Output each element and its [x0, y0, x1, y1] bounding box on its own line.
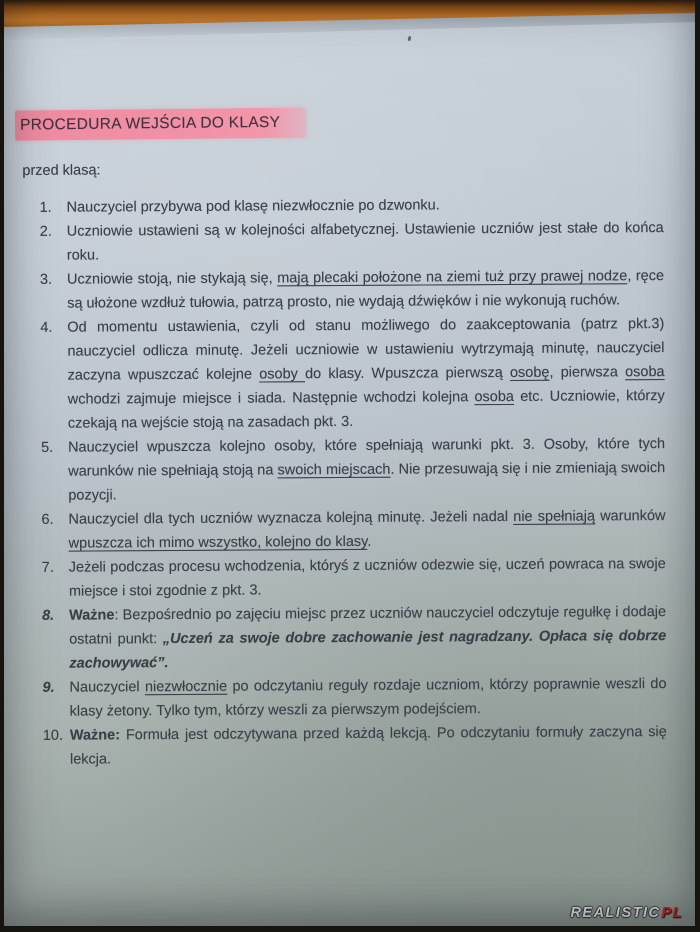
item-text: Ważne: Bezpośrednio po zajęciu miejsc przez uczniów nauczyciel odczytuje regułkę i dodaje ostatni punkt: „Uczeń za swoje dobre zachowanie jest nagradzany. Opłaca się dobrze zachowywać”. [69, 604, 667, 672]
wood-table-edge [4, 0, 695, 34]
item-number: 2. [39, 223, 52, 240]
item-text: Jeżeli podczas procesu wchodzenia, któryś z uczniów odezwie się, uczeń powraca na swoje miejsce i stoi zgodnie z pkt. 3. [68, 556, 666, 600]
page-title: PROCEDURA WEJŚCIA DO KLASY [15, 108, 306, 141]
list-item [40, 216, 664, 268]
paper-photo [4, 0, 695, 926]
item-number: 5. [40, 439, 54, 456]
item-text: Uczniowie stoją, nie stykają się, mają plecaki położone na ziemi tuż przy prawej nodze, ręce są ułożone wzdłuż tułowia, patrzą prosto, nie wydają dźwięków i nie wykonują ruchów. [66, 268, 665, 312]
procedure-list [40, 192, 668, 772]
item-text: Nauczyciel dla tych uczniów wyznacza kolejną minutę. Jeżeli nadal nie spełniają warunków wpuszcza ich mimo wszystko, kolejno do klasy. [68, 508, 666, 552]
item-number: 3. [39, 271, 53, 288]
watermark-brand: REALISTIC [570, 905, 661, 921]
list-item [43, 720, 667, 772]
list-item [40, 264, 664, 316]
item-number: 9. [42, 679, 55, 696]
item-text: Od momentu ustawienia, czyli od stanu możliwego do zaakceptowania (patrz pkt.3) nauczyciel odlicza minutę. Jeżeli uczniowie w ustawieniu wytrzymają minutę, nauczyciel zaczyna wpuszczać kolejne osoby do klasy. Wpuszcza pierwszą osobę, pierwsza osoba wchodzi zajmuje miejsce i siada. Następnie wchodzi kolejna osoba etc. Uczniowie, którzy czekają na wejście stoją na zasadach pkt. 3. [67, 316, 665, 432]
item-text: Uczniowie ustawieni są w kolejności alfabetycznej. Ustawienie uczniów jest stałe do końca roku. [66, 220, 664, 264]
watermark [570, 905, 683, 921]
intro-text: przed klasą: [22, 162, 101, 179]
item-number: 6. [41, 511, 54, 528]
list-item [41, 504, 665, 556]
item-text: Ważne: Formuła jest odczytywana przed każdą lekcją. Po odczytaniu formuły zaczyna się lekcja. [69, 724, 667, 768]
item-text: Nauczyciel niezwłocznie po odczytaniu reguły rozdaje uczniom, którzy poprawnie weszli do klasy żetony. Tylko tym, którzy weszli za pierwszym podejściem. [69, 676, 667, 720]
list-item [41, 432, 665, 508]
item-number: 10. [42, 727, 64, 744]
item-number: 8. [42, 607, 55, 624]
item-text: Nauczyciel wpuszcza kolejno osoby, które spełniają warunki pkt. 3. Osoby, które tych warunków nie spełniają stoją na swoich miejscach. Nie przesuwają się i nie zmieniają swoich pozycji. [67, 436, 666, 504]
watermark-suffix: PL [661, 905, 683, 921]
list-item [40, 312, 665, 436]
list-item [42, 552, 666, 604]
item-text: Nauczyciel przybywa pod klasę niezwłocznie po dzwonku. [66, 197, 440, 216]
item-number: 7. [41, 559, 54, 576]
item-number: 1. [39, 199, 52, 216]
document [15, 106, 667, 772]
list-item [42, 672, 666, 724]
paper-speck [407, 36, 411, 42]
item-number: 4. [40, 319, 53, 336]
list-item [42, 600, 666, 676]
title-row [15, 106, 663, 140]
